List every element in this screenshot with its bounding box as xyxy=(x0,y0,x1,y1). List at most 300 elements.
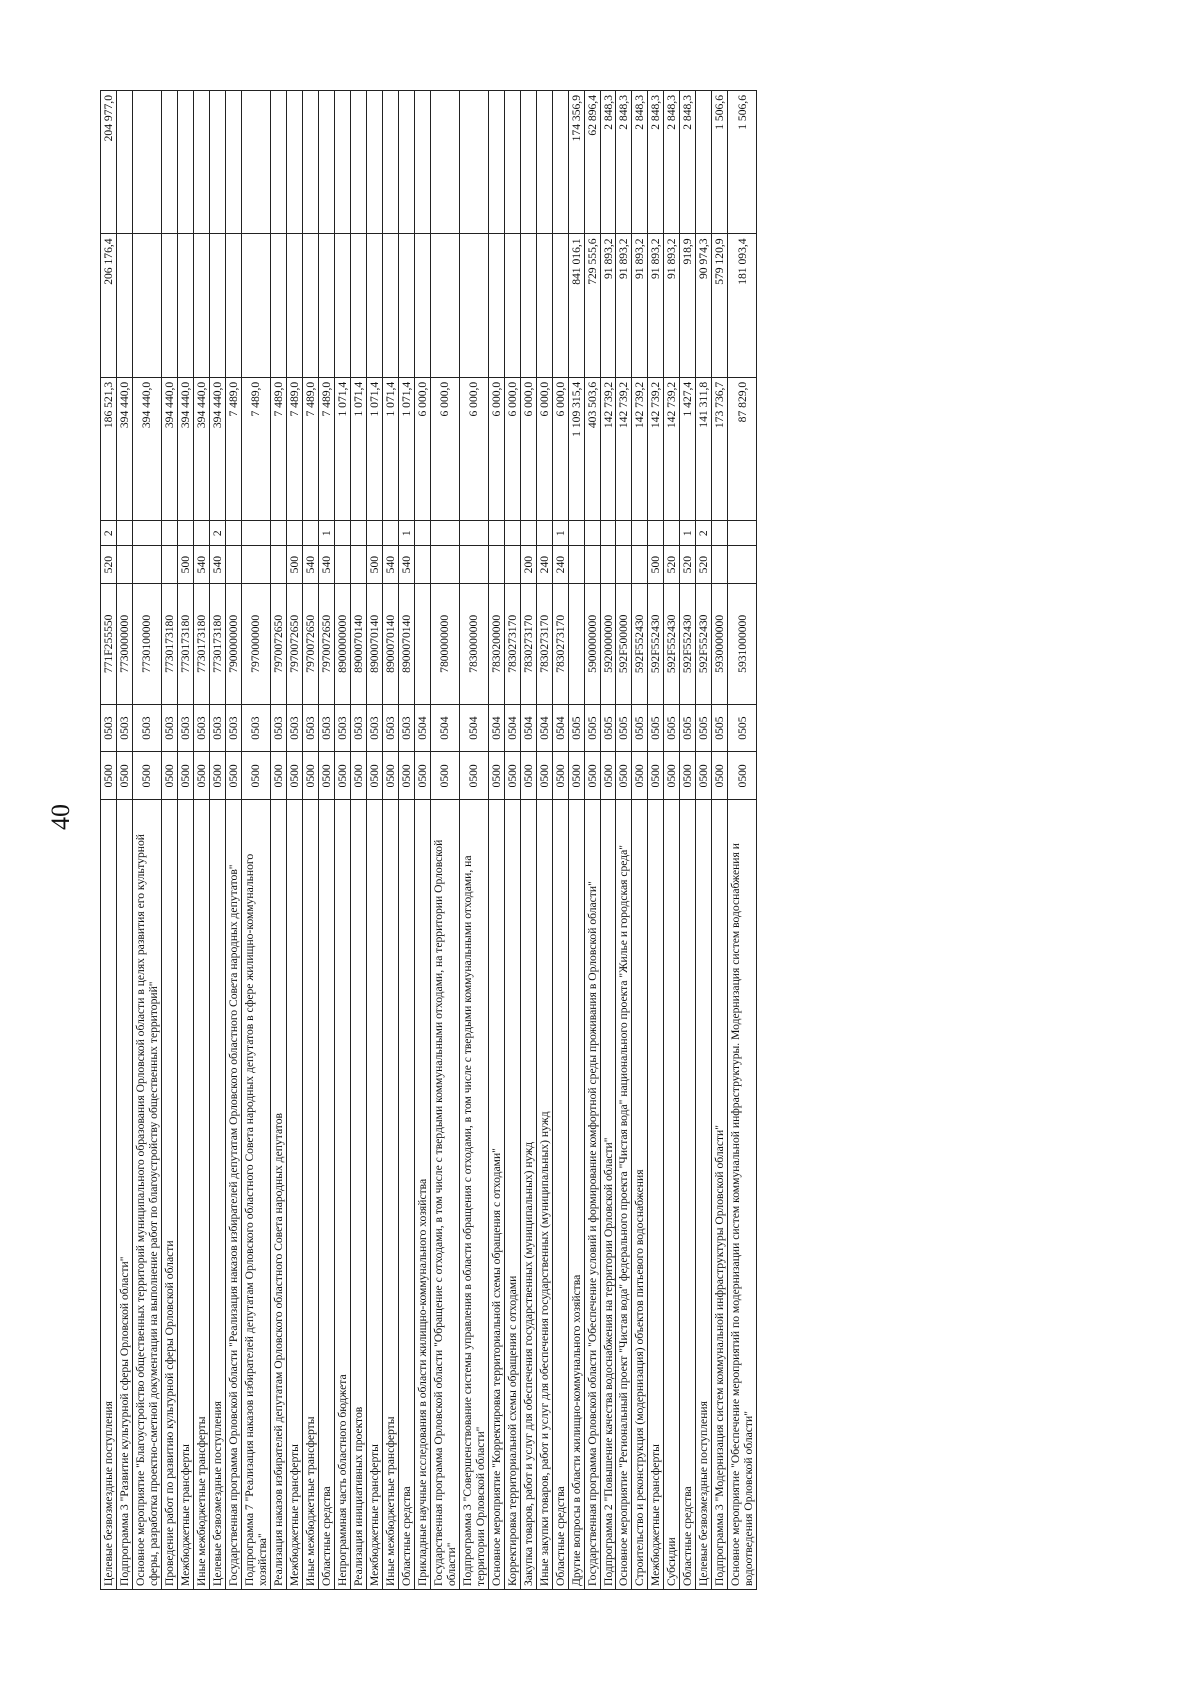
section-code: 0500 xyxy=(177,752,193,800)
section-code: 0500 xyxy=(225,752,241,800)
subsection-code: 0503 xyxy=(241,704,270,752)
amount-year-1: 173 736,7 xyxy=(712,377,728,520)
amount-year-2 xyxy=(430,234,459,377)
section-code: 0500 xyxy=(270,752,286,800)
amount-year-3 xyxy=(177,91,193,234)
target-article-code: 7830000000 xyxy=(459,583,488,704)
amount-year-3 xyxy=(132,91,161,234)
table-row xyxy=(116,91,132,1590)
section-code: 0500 xyxy=(504,752,520,800)
amount-year-2: 90 974,3 xyxy=(696,234,712,377)
target-article-code: 592F552430 xyxy=(680,583,696,704)
subsection-code: 0503 xyxy=(161,704,177,752)
amount-year-2 xyxy=(209,234,225,377)
expense-type-code: 540 xyxy=(382,546,398,584)
source-code xyxy=(504,521,520,546)
amount-year-3 xyxy=(241,91,270,234)
source-code xyxy=(286,521,302,546)
expense-type-code xyxy=(632,546,648,584)
section-code: 0500 xyxy=(161,752,177,800)
target-article-code: 7970072650 xyxy=(270,583,286,704)
table-row xyxy=(488,91,504,1590)
subsection-code: 0503 xyxy=(382,704,398,752)
amount-year-1: 1 071,4 xyxy=(366,377,382,520)
amount-year-3 xyxy=(552,91,568,234)
table-row xyxy=(600,91,616,1590)
row-name: Областные средства xyxy=(318,800,334,1590)
amount-year-3: 174 356,9 xyxy=(568,91,584,234)
source-code xyxy=(459,521,488,546)
amount-year-3 xyxy=(520,91,536,234)
amount-year-3 xyxy=(334,91,350,234)
source-code xyxy=(648,521,664,546)
source-code xyxy=(132,521,161,546)
row-name: Межбюджетные трансферты xyxy=(648,800,664,1590)
source-code xyxy=(161,521,177,546)
amount-year-3 xyxy=(302,91,318,234)
amount-year-3: 1 506,6 xyxy=(728,91,757,234)
table-row xyxy=(101,91,117,1590)
amount-year-3 xyxy=(366,91,382,234)
expense-type-code xyxy=(161,546,177,584)
row-name: Государственная программа Орловской области "Обращение с отходами, в том числе с твердыми коммунальными отходами, на территории Орловской области" xyxy=(430,800,459,1590)
expense-type-code xyxy=(504,546,520,584)
expense-type-code: 540 xyxy=(209,546,225,584)
subsection-code: 0504 xyxy=(430,704,459,752)
section-code: 0500 xyxy=(680,752,696,800)
section-code: 0500 xyxy=(488,752,504,800)
amount-year-2 xyxy=(382,234,398,377)
amount-year-3: 2 848,3 xyxy=(680,91,696,234)
row-name: Иные межбюджетные трансферты xyxy=(193,800,209,1590)
amount-year-1: 6 000,0 xyxy=(504,377,520,520)
table-row xyxy=(728,91,757,1590)
amount-year-1: 6 000,0 xyxy=(459,377,488,520)
row-name: Прикладные научные исследования в области жилищно-коммунального хозяйства xyxy=(414,800,430,1590)
row-name: Закупка товаров, работ и услуг для обеспечения государственных (муниципальных) нужд xyxy=(520,800,536,1590)
section-code: 0500 xyxy=(568,752,584,800)
table-row xyxy=(430,91,459,1590)
table-row xyxy=(712,91,728,1590)
table-row xyxy=(520,91,536,1590)
target-article-code: 5920000000 xyxy=(600,583,616,704)
amount-year-1: 394 440,0 xyxy=(193,377,209,520)
source-code xyxy=(350,521,366,546)
amount-year-1: 142 739,2 xyxy=(616,377,632,520)
amount-year-1: 141 311,8 xyxy=(696,377,712,520)
amount-year-1: 394 440,0 xyxy=(209,377,225,520)
expense-type-code xyxy=(270,546,286,584)
amount-year-2: 91 893,2 xyxy=(648,234,664,377)
target-article-code: 592F552430 xyxy=(632,583,648,704)
table-row xyxy=(414,91,430,1590)
source-code: 2 xyxy=(696,521,712,546)
source-code xyxy=(664,521,680,546)
expense-type-code: 540 xyxy=(398,546,414,584)
amount-year-3 xyxy=(116,91,132,234)
amount-year-2 xyxy=(536,234,552,377)
section-code: 0500 xyxy=(600,752,616,800)
expense-type-code xyxy=(568,546,584,584)
table-row xyxy=(334,91,350,1590)
target-article-code: 5930000000 xyxy=(712,583,728,704)
source-code xyxy=(584,521,600,546)
subsection-code: 0505 xyxy=(600,704,616,752)
table-row xyxy=(318,91,334,1590)
amount-year-1: 6 000,0 xyxy=(430,377,459,520)
amount-year-1: 142 739,2 xyxy=(648,377,664,520)
amount-year-2 xyxy=(318,234,334,377)
row-name: Подпрограмма 7 "Реализация наказов избирателей депутатам Орловского областного Совета народных депутатов в сфере жилищно-коммунального хозяйства" xyxy=(241,800,270,1590)
amount-year-2: 841 016,1 xyxy=(568,234,584,377)
amount-year-1: 1 071,4 xyxy=(334,377,350,520)
source-code xyxy=(536,521,552,546)
amount-year-1: 1 427,4 xyxy=(680,377,696,520)
amount-year-1: 1 071,4 xyxy=(382,377,398,520)
table-row xyxy=(382,91,398,1590)
section-code: 0500 xyxy=(430,752,459,800)
row-name: Основное мероприятие "Благоустройство общественных территорий муниципального образования Орловской области в целях развития его культурной сферы, разработка проектно-сметной документации на выполнение работ по благоустройству общественных территорий" xyxy=(132,800,161,1590)
subsection-code: 0504 xyxy=(520,704,536,752)
amount-year-2: 91 893,2 xyxy=(600,234,616,377)
section-code: 0500 xyxy=(101,752,117,800)
target-article-code: 8900070140 xyxy=(366,583,382,704)
table-row xyxy=(193,91,209,1590)
source-code xyxy=(241,521,270,546)
subsection-code: 0505 xyxy=(680,704,696,752)
expense-type-code xyxy=(414,546,430,584)
expense-type-code xyxy=(350,546,366,584)
subsection-code: 0503 xyxy=(302,704,318,752)
amount-year-1: 142 739,2 xyxy=(632,377,648,520)
amount-year-1: 142 739,2 xyxy=(664,377,680,520)
row-name: Иные межбюджетные трансферты xyxy=(382,800,398,1590)
row-name: Государственная программа Орловской области "Реализация наказов избирателей депутатам Орловского областного Совета народных депутатов" xyxy=(225,800,241,1590)
target-article-code: 771F255550 xyxy=(101,583,117,704)
row-name: Межбюджетные трансферты xyxy=(286,800,302,1590)
amount-year-3: 2 848,3 xyxy=(664,91,680,234)
row-name: Подпрограмма 2 "Повышение качества водоснабжения на территории Орловской области" xyxy=(600,800,616,1590)
target-article-code: 7730173180 xyxy=(193,583,209,704)
target-article-code: 7730000000 xyxy=(116,583,132,704)
expense-type-code xyxy=(116,546,132,584)
amount-year-1: 6 000,0 xyxy=(414,377,430,520)
amount-year-3 xyxy=(193,91,209,234)
amount-year-2 xyxy=(132,234,161,377)
source-code: 1 xyxy=(318,521,334,546)
subsection-code: 0503 xyxy=(193,704,209,752)
target-article-code: 8900070140 xyxy=(382,583,398,704)
source-code xyxy=(616,521,632,546)
expense-type-code: 500 xyxy=(177,546,193,584)
expense-type-code: 540 xyxy=(318,546,334,584)
amount-year-2 xyxy=(552,234,568,377)
subsection-code: 0505 xyxy=(568,704,584,752)
table-row xyxy=(664,91,680,1590)
amount-year-3 xyxy=(382,91,398,234)
row-name: Межбюджетные трансферты xyxy=(366,800,382,1590)
amount-year-1: 142 739,2 xyxy=(600,377,616,520)
row-name: Целевые безвозмездные поступления xyxy=(101,800,117,1590)
table-row xyxy=(209,91,225,1590)
amount-year-3 xyxy=(459,91,488,234)
source-code: 2 xyxy=(101,521,117,546)
subsection-code: 0503 xyxy=(366,704,382,752)
amount-year-2 xyxy=(504,234,520,377)
table-row xyxy=(616,91,632,1590)
subsection-code: 0503 xyxy=(225,704,241,752)
expense-type-code: 520 xyxy=(101,546,117,584)
amount-year-3: 2 848,3 xyxy=(648,91,664,234)
expense-type-code xyxy=(459,546,488,584)
row-name: Реализация наказов избирателей депутатам Орловского областного Совета народных депутатов xyxy=(270,800,286,1590)
subsection-code: 0503 xyxy=(318,704,334,752)
target-article-code: 7730173180 xyxy=(177,583,193,704)
amount-year-3 xyxy=(286,91,302,234)
section-code: 0500 xyxy=(334,752,350,800)
amount-year-2: 918,9 xyxy=(680,234,696,377)
target-article-code: 7730173180 xyxy=(209,583,225,704)
source-code: 1 xyxy=(680,521,696,546)
section-code: 0500 xyxy=(302,752,318,800)
table-row xyxy=(132,91,161,1590)
amount-year-3: 2 848,3 xyxy=(632,91,648,234)
amount-year-1: 1 109 315,4 xyxy=(568,377,584,520)
target-article-code: 592F552430 xyxy=(696,583,712,704)
subsection-code: 0503 xyxy=(286,704,302,752)
amount-year-2 xyxy=(398,234,414,377)
subsection-code: 0503 xyxy=(101,704,117,752)
subsection-code: 0505 xyxy=(712,704,728,752)
section-code: 0500 xyxy=(648,752,664,800)
target-article-code: 7730100000 xyxy=(132,583,161,704)
expense-type-code: 240 xyxy=(552,546,568,584)
amount-year-1: 6 000,0 xyxy=(520,377,536,520)
expense-type-code xyxy=(616,546,632,584)
source-code xyxy=(728,521,757,546)
table-row xyxy=(568,91,584,1590)
row-name: Целевые безвозмездные поступления xyxy=(696,800,712,1590)
subsection-code: 0503 xyxy=(209,704,225,752)
target-article-code xyxy=(414,583,430,704)
section-code: 0500 xyxy=(584,752,600,800)
amount-year-1: 186 521,3 xyxy=(101,377,117,520)
amount-year-2 xyxy=(270,234,286,377)
expense-type-code xyxy=(584,546,600,584)
row-name: Другие вопросы в области жилищно-коммунального хозяйства xyxy=(568,800,584,1590)
section-code: 0500 xyxy=(712,752,728,800)
amount-year-1: 394 440,0 xyxy=(161,377,177,520)
table-row xyxy=(302,91,318,1590)
table-row xyxy=(286,91,302,1590)
expense-type-code: 540 xyxy=(193,546,209,584)
target-article-code xyxy=(568,583,584,704)
amount-year-3: 2 848,3 xyxy=(616,91,632,234)
amount-year-1: 7 489,0 xyxy=(286,377,302,520)
row-name: Подпрограмма 3 "Совершенствование системы управления в области обращения с отходами, в том числе с твердыми коммунальными отходами, на территории Орловской области" xyxy=(459,800,488,1590)
amount-year-1: 394 440,0 xyxy=(116,377,132,520)
amount-year-3: 62 896,4 xyxy=(584,91,600,234)
amount-year-2 xyxy=(350,234,366,377)
section-code: 0500 xyxy=(318,752,334,800)
table-row xyxy=(504,91,520,1590)
subsection-code: 0504 xyxy=(536,704,552,752)
section-code: 0500 xyxy=(664,752,680,800)
subsection-code: 0505 xyxy=(696,704,712,752)
row-name: Целевые безвозмездные поступления xyxy=(209,800,225,1590)
amount-year-2: 206 176,4 xyxy=(101,234,117,377)
row-name: Субсидии xyxy=(664,800,680,1590)
expense-type-code xyxy=(334,546,350,584)
target-article-code: 8900070140 xyxy=(350,583,366,704)
expense-type-code xyxy=(488,546,504,584)
amount-year-3 xyxy=(225,91,241,234)
expense-type-code xyxy=(132,546,161,584)
amount-year-3 xyxy=(318,91,334,234)
table-row xyxy=(459,91,488,1590)
amount-year-2 xyxy=(459,234,488,377)
section-code: 0500 xyxy=(536,752,552,800)
amount-year-1: 7 489,0 xyxy=(241,377,270,520)
target-article-code: 7800000000 xyxy=(430,583,459,704)
row-name: Межбюджетные трансферты xyxy=(177,800,193,1590)
expense-type-code: 540 xyxy=(302,546,318,584)
amount-year-3 xyxy=(430,91,459,234)
table-row xyxy=(398,91,414,1590)
source-code: 1 xyxy=(552,521,568,546)
row-name: Строительство и реконструкция (модернизация) объектов питьевого водоснабжения xyxy=(632,800,648,1590)
amount-year-2: 91 893,2 xyxy=(664,234,680,377)
row-name: Реализация инициативных проектов xyxy=(350,800,366,1590)
amount-year-2 xyxy=(177,234,193,377)
target-article-code: 592F552430 xyxy=(664,583,680,704)
amount-year-2: 91 893,2 xyxy=(616,234,632,377)
expense-type-code: 520 xyxy=(664,546,680,584)
expense-type-code xyxy=(600,546,616,584)
section-code: 0500 xyxy=(696,752,712,800)
target-article-code: 5931000000 xyxy=(728,583,757,704)
section-code: 0500 xyxy=(632,752,648,800)
subsection-code: 0504 xyxy=(414,704,430,752)
subsection-code: 0503 xyxy=(177,704,193,752)
amount-year-1: 7 489,0 xyxy=(302,377,318,520)
amount-year-3 xyxy=(270,91,286,234)
section-code: 0500 xyxy=(728,752,757,800)
budget-table-body xyxy=(101,91,757,1590)
amount-year-3 xyxy=(488,91,504,234)
source-code xyxy=(334,521,350,546)
amount-year-2: 579 120,9 xyxy=(712,234,728,377)
section-code: 0500 xyxy=(350,752,366,800)
amount-year-2 xyxy=(414,234,430,377)
subsection-code: 0505 xyxy=(616,704,632,752)
budget-table-rotated xyxy=(100,90,757,1590)
section-code: 0500 xyxy=(116,752,132,800)
target-article-code: 7830273170 xyxy=(504,583,520,704)
section-code: 0500 xyxy=(366,752,382,800)
target-article-code: 592F500000 xyxy=(616,583,632,704)
amount-year-2 xyxy=(302,234,318,377)
source-code xyxy=(430,521,459,546)
subsection-code: 0505 xyxy=(648,704,664,752)
table-row xyxy=(584,91,600,1590)
subsection-code: 0505 xyxy=(584,704,600,752)
source-code xyxy=(488,521,504,546)
amount-year-2 xyxy=(225,234,241,377)
subsection-code: 0505 xyxy=(728,704,757,752)
expense-type-code: 500 xyxy=(286,546,302,584)
subsection-code: 0504 xyxy=(552,704,568,752)
row-name: Непрограммная часть областного бюджета xyxy=(334,800,350,1590)
amount-year-3 xyxy=(536,91,552,234)
target-article-code: 7830273170 xyxy=(520,583,536,704)
source-code: 2 xyxy=(209,521,225,546)
subsection-code: 0505 xyxy=(632,704,648,752)
source-code xyxy=(520,521,536,546)
subsection-code: 0503 xyxy=(350,704,366,752)
target-article-code: 7830273170 xyxy=(552,583,568,704)
subsection-code: 0503 xyxy=(116,704,132,752)
expense-type-code: 500 xyxy=(366,546,382,584)
section-code: 0500 xyxy=(193,752,209,800)
target-article-code: 5900000000 xyxy=(584,583,600,704)
section-code: 0500 xyxy=(459,752,488,800)
section-code: 0500 xyxy=(552,752,568,800)
source-code xyxy=(366,521,382,546)
row-name: Областные средства xyxy=(680,800,696,1590)
source-code xyxy=(632,521,648,546)
table-row xyxy=(552,91,568,1590)
row-name: Подпрограмма 3 "Развитие культурной сферы Орловской области" xyxy=(116,800,132,1590)
table-row xyxy=(648,91,664,1590)
page-number: 40 xyxy=(46,804,75,830)
table-row xyxy=(350,91,366,1590)
amount-year-2 xyxy=(334,234,350,377)
amount-year-1: 1 071,4 xyxy=(350,377,366,520)
row-name: Основное мероприятие "Корректировка территориальной схемы обращения с отходами" xyxy=(488,800,504,1590)
amount-year-1: 6 000,0 xyxy=(552,377,568,520)
amount-year-2: 181 093,4 xyxy=(728,234,757,377)
target-article-code: 7730173180 xyxy=(161,583,177,704)
amount-year-1: 6 000,0 xyxy=(536,377,552,520)
expense-type-code xyxy=(712,546,728,584)
amount-year-3 xyxy=(398,91,414,234)
target-article-code: 592F552430 xyxy=(648,583,664,704)
source-code xyxy=(568,521,584,546)
amount-year-3: 204 977,0 xyxy=(101,91,117,234)
expense-type-code xyxy=(241,546,270,584)
expense-type-code: 520 xyxy=(680,546,696,584)
amount-year-3 xyxy=(414,91,430,234)
amount-year-3 xyxy=(209,91,225,234)
table-row xyxy=(270,91,286,1590)
table-row xyxy=(366,91,382,1590)
amount-year-1: 87 829,0 xyxy=(728,377,757,520)
amount-year-2 xyxy=(520,234,536,377)
amount-year-2 xyxy=(286,234,302,377)
subsection-code: 0503 xyxy=(398,704,414,752)
expense-type-code: 200 xyxy=(520,546,536,584)
row-name: Иные межбюджетные трансферты xyxy=(302,800,318,1590)
section-code: 0500 xyxy=(616,752,632,800)
subsection-code: 0505 xyxy=(664,704,680,752)
section-code: 0500 xyxy=(520,752,536,800)
table-row xyxy=(225,91,241,1590)
amount-year-3 xyxy=(350,91,366,234)
target-article-code: 7830273170 xyxy=(536,583,552,704)
expense-type-code xyxy=(225,546,241,584)
amount-year-1: 7 489,0 xyxy=(270,377,286,520)
